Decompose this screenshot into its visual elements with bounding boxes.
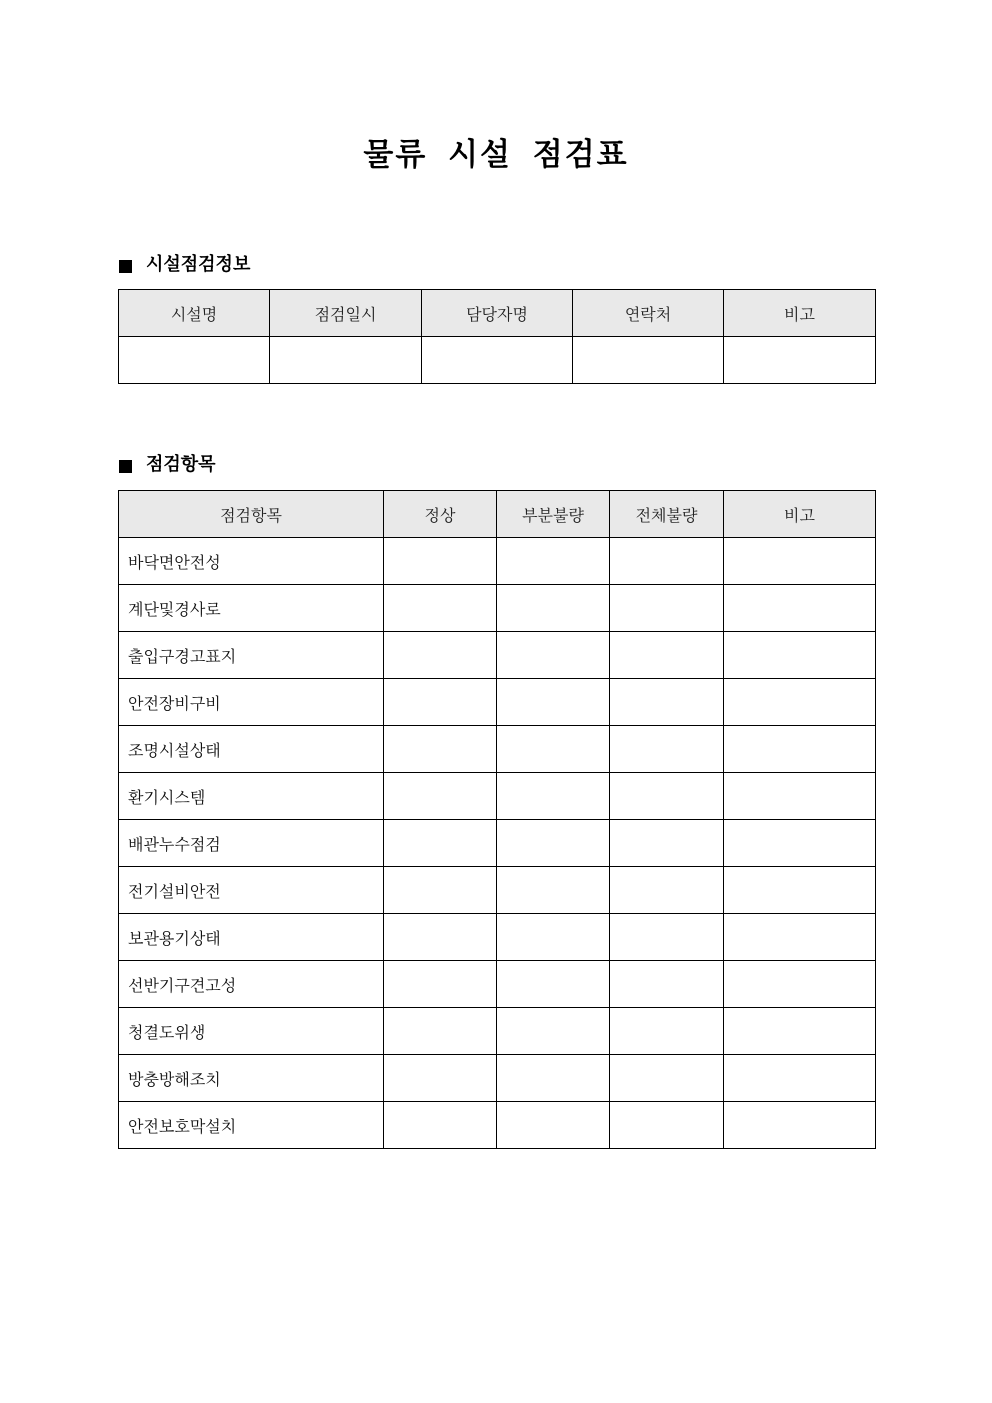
inspection-datetime-cell[interactable] (270, 337, 422, 384)
page-title: 물류 시설 점검표 (363, 137, 629, 173)
table-row (119, 632, 876, 679)
normal-check-cell[interactable] (384, 773, 497, 820)
section-heading-facility-info (119, 253, 250, 277)
square-bullet-icon (119, 260, 132, 273)
partial-defect-check-cell[interactable] (497, 1102, 610, 1149)
table-row (119, 773, 876, 820)
column-header-remarks: 비고 (724, 491, 876, 538)
normal-check-cell[interactable] (384, 1055, 497, 1102)
normal-check-cell[interactable] (384, 1102, 497, 1149)
table-row (119, 679, 876, 726)
item-name-cell: 전기설비안전 (119, 867, 384, 914)
item-name-cell: 배관누수점검 (119, 820, 384, 867)
normal-check-cell[interactable] (384, 1008, 497, 1055)
total-defect-check-cell[interactable] (610, 538, 724, 585)
remarks-cell[interactable] (724, 726, 876, 773)
table-row (119, 1102, 876, 1149)
normal-check-cell[interactable] (384, 820, 497, 867)
table-row (119, 726, 876, 773)
total-defect-check-cell[interactable] (610, 1055, 724, 1102)
item-name-cell: 출입구경고표지 (119, 632, 384, 679)
remarks-cell[interactable] (724, 773, 876, 820)
item-name-cell: 방충방해조치 (119, 1055, 384, 1102)
remarks-cell[interactable] (724, 961, 876, 1008)
partial-defect-check-cell[interactable] (497, 1008, 610, 1055)
inspection-items-table (118, 490, 876, 1149)
section-heading-label: 점검항목 (146, 454, 216, 475)
remarks-cell[interactable] (724, 867, 876, 914)
normal-check-cell[interactable] (384, 961, 497, 1008)
partial-defect-check-cell[interactable] (497, 632, 610, 679)
partial-defect-check-cell[interactable] (497, 914, 610, 961)
normal-check-cell[interactable] (384, 726, 497, 773)
partial-defect-check-cell[interactable] (497, 961, 610, 1008)
remarks-cell[interactable] (724, 679, 876, 726)
total-defect-check-cell[interactable] (610, 679, 724, 726)
facility-info-table (118, 289, 876, 384)
item-name-cell: 환기시스템 (119, 773, 384, 820)
section-heading-inspection-items (119, 453, 216, 477)
table-row (119, 914, 876, 961)
table-row (119, 1008, 876, 1055)
normal-check-cell[interactable] (384, 914, 497, 961)
normal-check-cell[interactable] (384, 538, 497, 585)
contact-cell[interactable] (573, 337, 724, 384)
column-header-manager-name: 담당자명 (422, 290, 573, 337)
partial-defect-check-cell[interactable] (497, 585, 610, 632)
item-name-cell: 바닥면안전성 (119, 538, 384, 585)
manager-name-cell[interactable] (422, 337, 573, 384)
normal-check-cell[interactable] (384, 679, 497, 726)
total-defect-check-cell[interactable] (610, 867, 724, 914)
total-defect-check-cell[interactable] (610, 773, 724, 820)
total-defect-check-cell[interactable] (610, 820, 724, 867)
partial-defect-check-cell[interactable] (497, 538, 610, 585)
table-row (119, 585, 876, 632)
facility-name-cell[interactable] (119, 337, 270, 384)
item-name-cell: 보관용기상태 (119, 914, 384, 961)
total-defect-check-cell[interactable] (610, 1008, 724, 1055)
remarks-cell[interactable] (724, 1008, 876, 1055)
normal-check-cell[interactable] (384, 867, 497, 914)
table-row (119, 961, 876, 1008)
column-header-contact: 연락처 (573, 290, 724, 337)
remarks-cell[interactable] (724, 585, 876, 632)
partial-defect-check-cell[interactable] (497, 867, 610, 914)
total-defect-check-cell[interactable] (610, 1102, 724, 1149)
square-bullet-icon (119, 460, 132, 473)
column-header-inspection-datetime: 점검일시 (270, 290, 422, 337)
remarks-cell[interactable] (724, 1055, 876, 1102)
section-heading-label: 시설점검정보 (146, 254, 251, 275)
partial-defect-check-cell[interactable] (497, 773, 610, 820)
table-row (119, 337, 876, 384)
item-name-cell: 안전보호막설치 (119, 1102, 384, 1149)
remarks-cell[interactable] (724, 632, 876, 679)
column-header-remarks: 비고 (724, 290, 876, 337)
item-name-cell: 안전장비구비 (119, 679, 384, 726)
column-header-partial-defect: 부분불량 (497, 491, 610, 538)
column-header-total-defect: 전체불량 (610, 491, 724, 538)
table-row (119, 1055, 876, 1102)
remarks-cell[interactable] (724, 538, 876, 585)
column-header-inspection-item: 점검항목 (119, 491, 384, 538)
partial-defect-check-cell[interactable] (497, 679, 610, 726)
remarks-cell[interactable] (724, 914, 876, 961)
item-name-cell: 선반기구견고성 (119, 961, 384, 1008)
table-row (119, 538, 876, 585)
total-defect-check-cell[interactable] (610, 726, 724, 773)
remarks-cell[interactable] (724, 337, 876, 384)
table-header-row (119, 290, 876, 337)
column-header-facility-name: 시설명 (119, 290, 270, 337)
normal-check-cell[interactable] (384, 632, 497, 679)
normal-check-cell[interactable] (384, 585, 497, 632)
partial-defect-check-cell[interactable] (497, 726, 610, 773)
table-row (119, 867, 876, 914)
partial-defect-check-cell[interactable] (497, 1055, 610, 1102)
total-defect-check-cell[interactable] (610, 632, 724, 679)
table-header-row (119, 491, 876, 538)
item-name-cell: 청결도위생 (119, 1008, 384, 1055)
remarks-cell[interactable] (724, 820, 876, 867)
total-defect-check-cell[interactable] (610, 961, 724, 1008)
remarks-cell[interactable] (724, 1102, 876, 1149)
table-row (119, 820, 876, 867)
partial-defect-check-cell[interactable] (497, 820, 610, 867)
item-name-cell: 조명시설상태 (119, 726, 384, 773)
column-header-normal: 정상 (384, 491, 497, 538)
item-name-cell: 계단및경사로 (119, 585, 384, 632)
total-defect-check-cell[interactable] (610, 585, 724, 632)
total-defect-check-cell[interactable] (610, 914, 724, 961)
